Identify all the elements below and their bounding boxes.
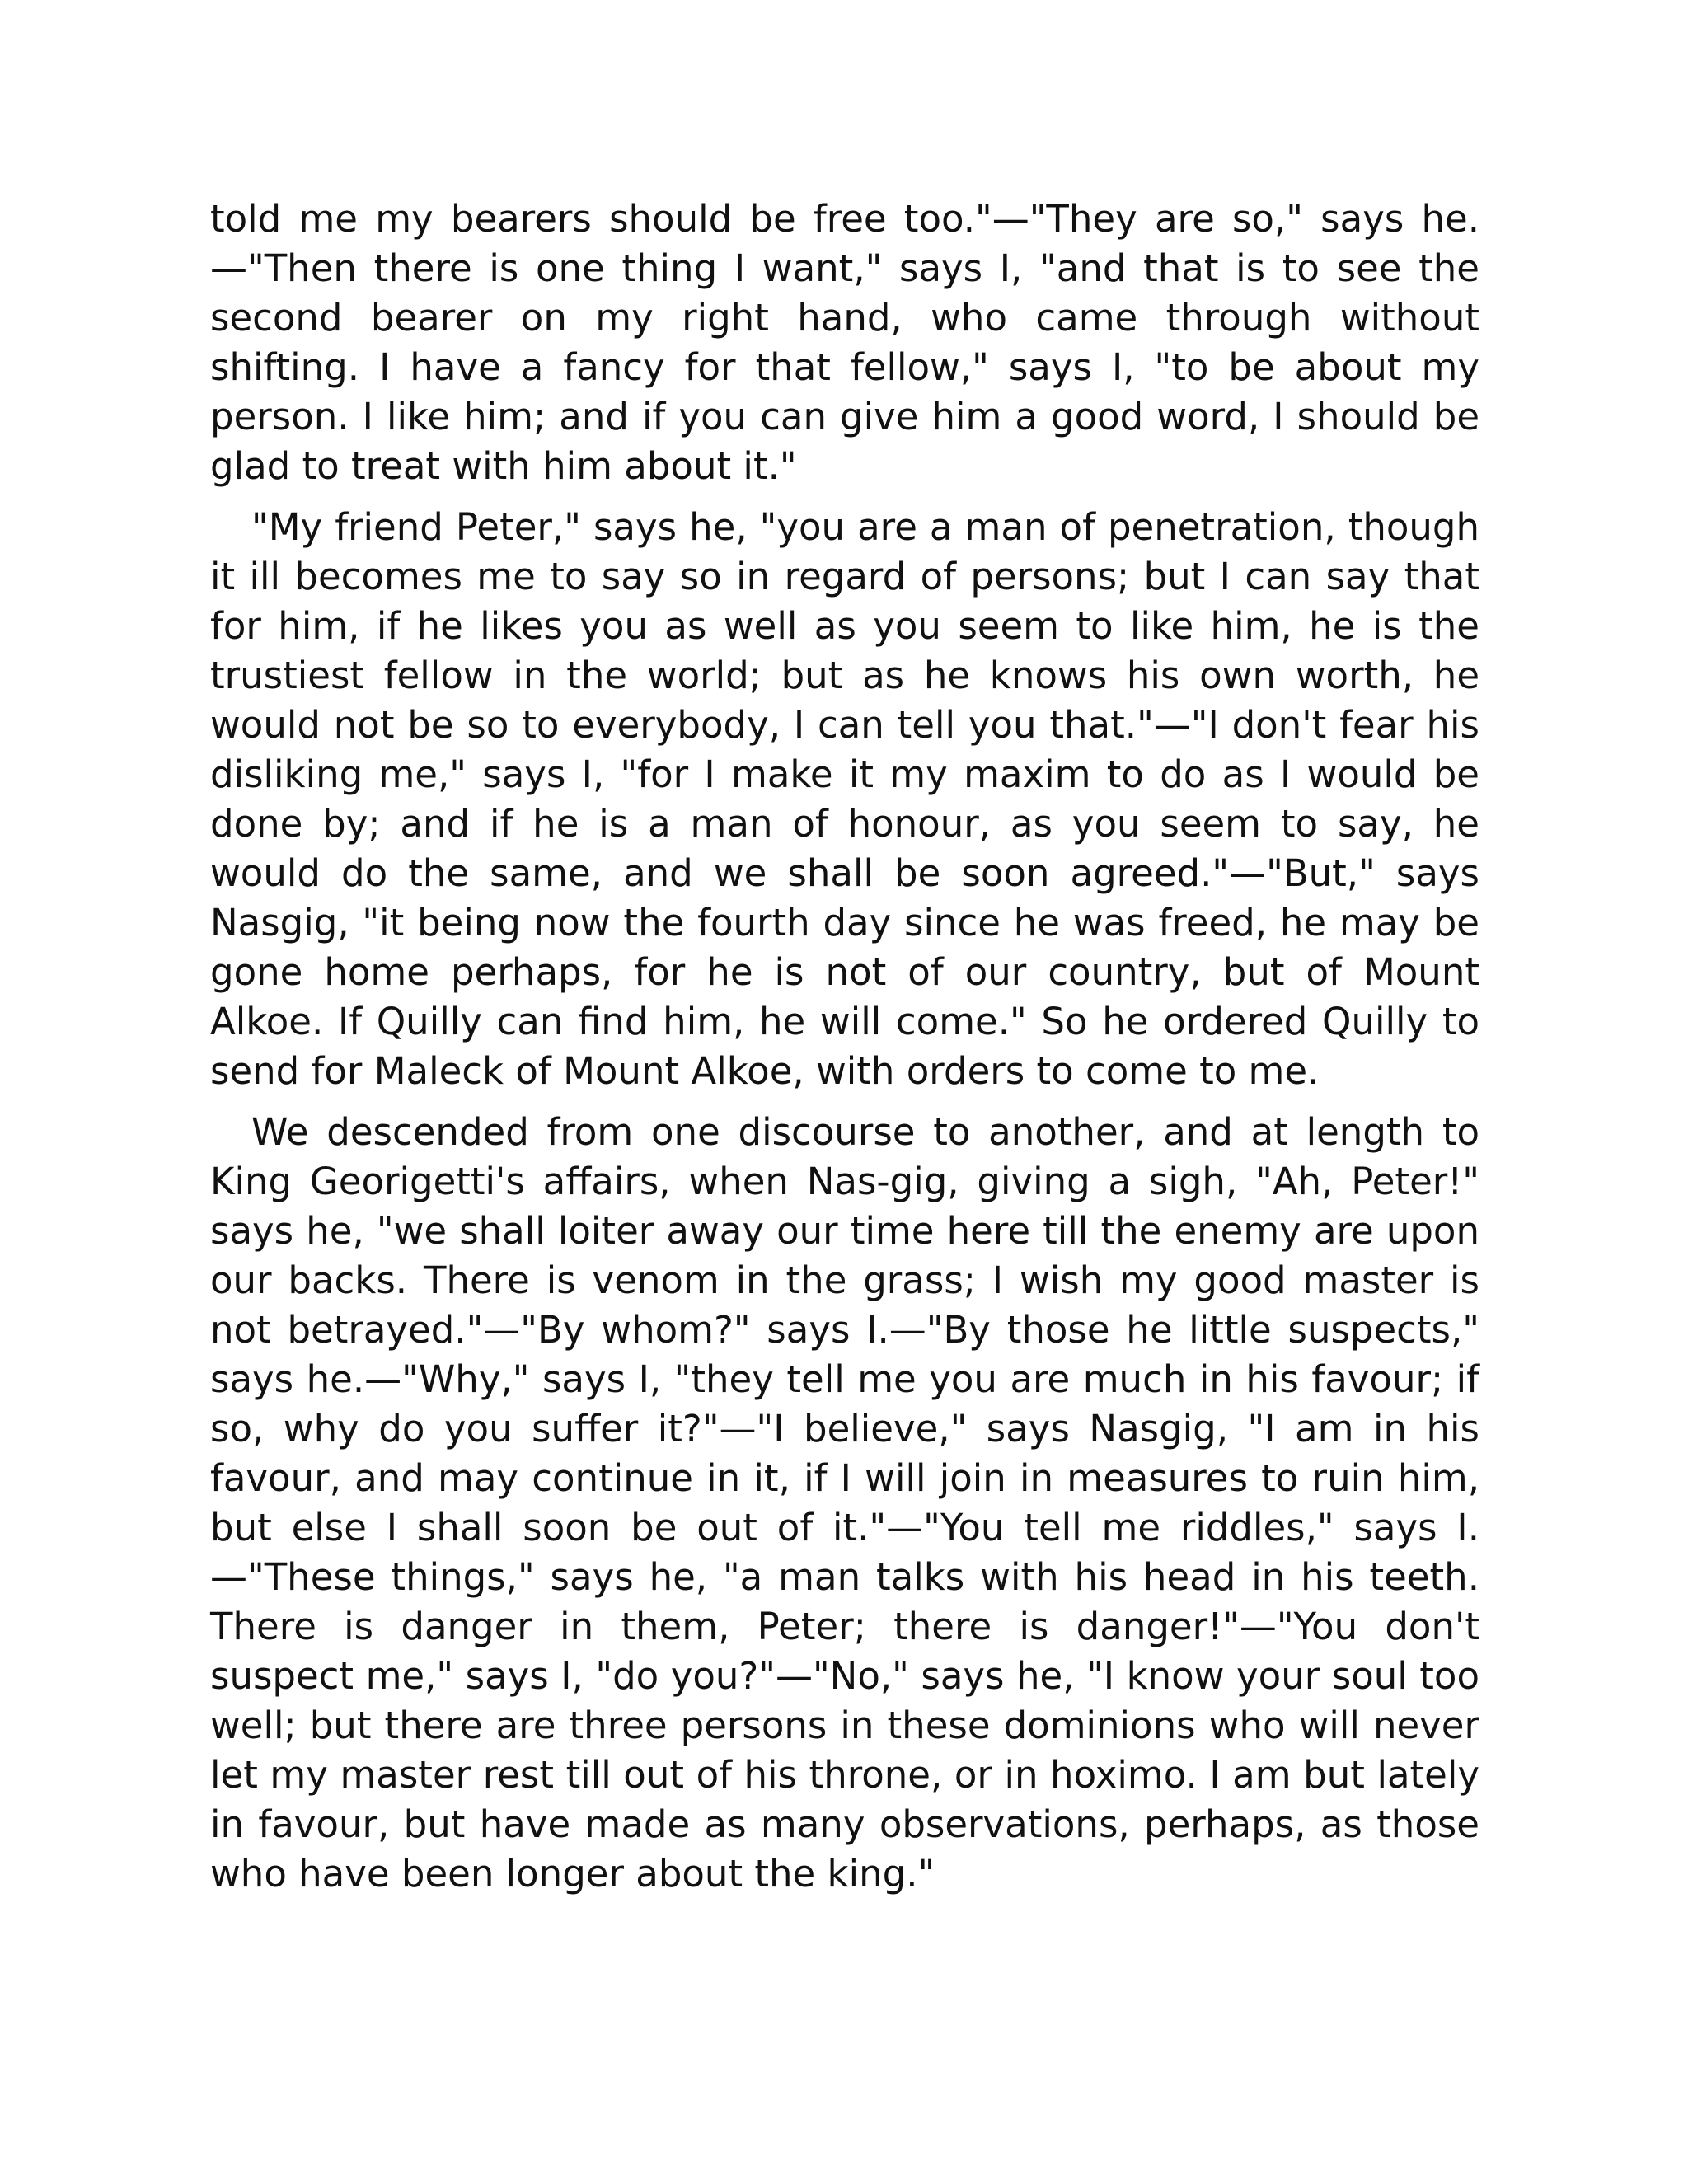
paragraph-2: "My friend Peter," says he, "you are a man of penetration, though it ill becomes me to say so in regard of persons; but I can say that for him, if he likes you as well as you seem to like him, he is the trustiest fellow in the world; but as he knows his own worth, he would not be so to everybody, I can tell you that."—"I don't fear his disliking me," says I, "for I make it my maxim to do as I would be done by; and if he is a man of honour, as you seem to say, he would do the same, and we shall be soon agreed."—"But," says Nasgig, "it being now the fourth day since he was freed, he may be gone home perhaps, for he is not of our country, but of Mount Alkoe. If Quilly can find him, he will come." So he ordered Quilly to send for Maleck of Mount Alkoe, with orders to come to me. bbox=[210, 505, 1479, 1093]
paragraph-1: told me my bearers should be free too."—"They are so," says he.—"Then there is one thing I want," says I, "and that is to see the second bearer on my right hand, who came through without shifting. I have a fancy for that fellow," says I, "to be about my person. I like him; and if you can give him a good word, I should be glad to treat with him about it." bbox=[210, 197, 1479, 488]
page-body bbox=[210, 194, 1479, 1910]
paragraph-3: We descended from one discourse to another, and at length to King Georigetti's affairs, when Nas-gig, giving a sigh, "Ah, Peter!" says he, "we shall loiter away our time here till the enemy are upon our backs. There is venom in the grass; I wish my good master is not betrayed."—"By whom?" says I.—"By those he little suspects," says he.—"Why," says I, "they tell me you are much in his favour; if so, why do you suffer it?"—"I believe," says Nasgig, "I am in his favour, and may continue in it, if I will join in measures to ruin him, but else I shall soon be out of it."—"You tell me riddles," says I.—"These things," says he, "a man talks with his head in his teeth. There is danger in them, Peter; there is danger!"—"You don't suspect me," says I, "do you?"—"No," says he, "I know your soul too well; but there are three persons in these dominions who will never let my master rest till out of his throne, or in hoximo. I am but lately in favour, but have made as many observations, perhaps, as those who have been longer about the king." bbox=[210, 1110, 1479, 1896]
